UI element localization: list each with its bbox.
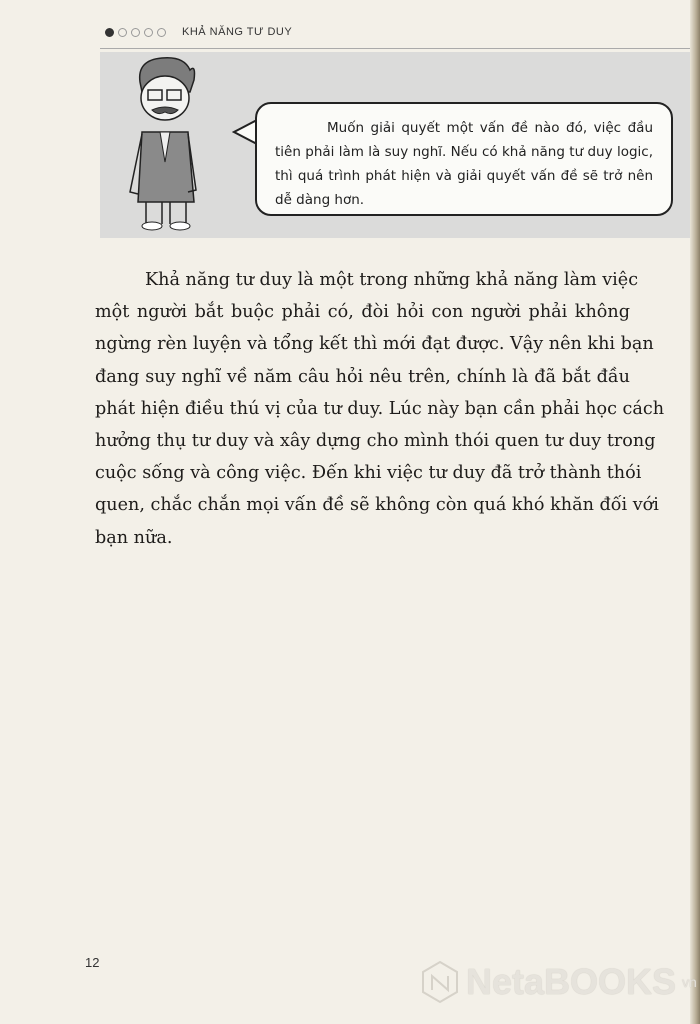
progress-dot-filled: [105, 28, 114, 37]
body-line: một người bắt buộc phải có, đòi hỏi con người phải không: [95, 302, 630, 323]
page-edge-shadow: [690, 0, 700, 1024]
header-rule: [100, 48, 690, 49]
speech-bubble-text: Muốn giải quyết một vấn đề nào đó, việc đầu tiên phải làm là suy nghĩ. Nếu có khả năng tư duy logic, thì quá trình phát hiện và giải quyết vấn đề sẽ trở nên dễ dàng hơn.: [275, 120, 653, 208]
chapter-title: KHẢ NĂNG TƯ DUY: [182, 26, 293, 38]
watermark-hexagon-icon: [420, 960, 460, 1004]
body-line: cuộc sống và công việc. Đến khi việc tư duy đã trở thành thói: [95, 463, 642, 484]
body-line: bạn nữa.: [95, 527, 173, 548]
chapter-header: [105, 26, 292, 38]
body-line: ngừng rèn luyện và tổng kết thì mới đạt được. Vậy nên khi bạn: [95, 334, 654, 355]
progress-dot: [131, 28, 140, 37]
progress-dot: [118, 28, 127, 37]
body-line: phát hiện điều thú vị của tư duy. Lúc này bạn cần phải học cách: [95, 398, 665, 419]
watermark-suffix: vn: [682, 974, 697, 990]
body-line: quen, chắc chắn mọi vấn đề sẽ không còn quá khó khăn đối với: [95, 495, 659, 516]
professor-illustration: [112, 52, 222, 232]
page-number: 12: [85, 955, 100, 970]
watermark-brand: NetaBOOKS: [466, 961, 677, 1002]
body-paragraph: [95, 264, 665, 554]
progress-dot: [157, 28, 166, 37]
speech-bubble: [255, 102, 673, 216]
body-line: hưởng thụ tư duy và xây dựng cho mình thói quen tư duy trong: [95, 431, 656, 452]
watermark-logo: [420, 960, 697, 1004]
progress-dot: [144, 28, 153, 37]
body-line: đang suy nghĩ về năm câu hỏi nêu trên, chính là đã bắt đầu: [95, 366, 630, 387]
body-line: Khả năng tư duy là một trong những khả năng làm việc: [145, 270, 639, 290]
